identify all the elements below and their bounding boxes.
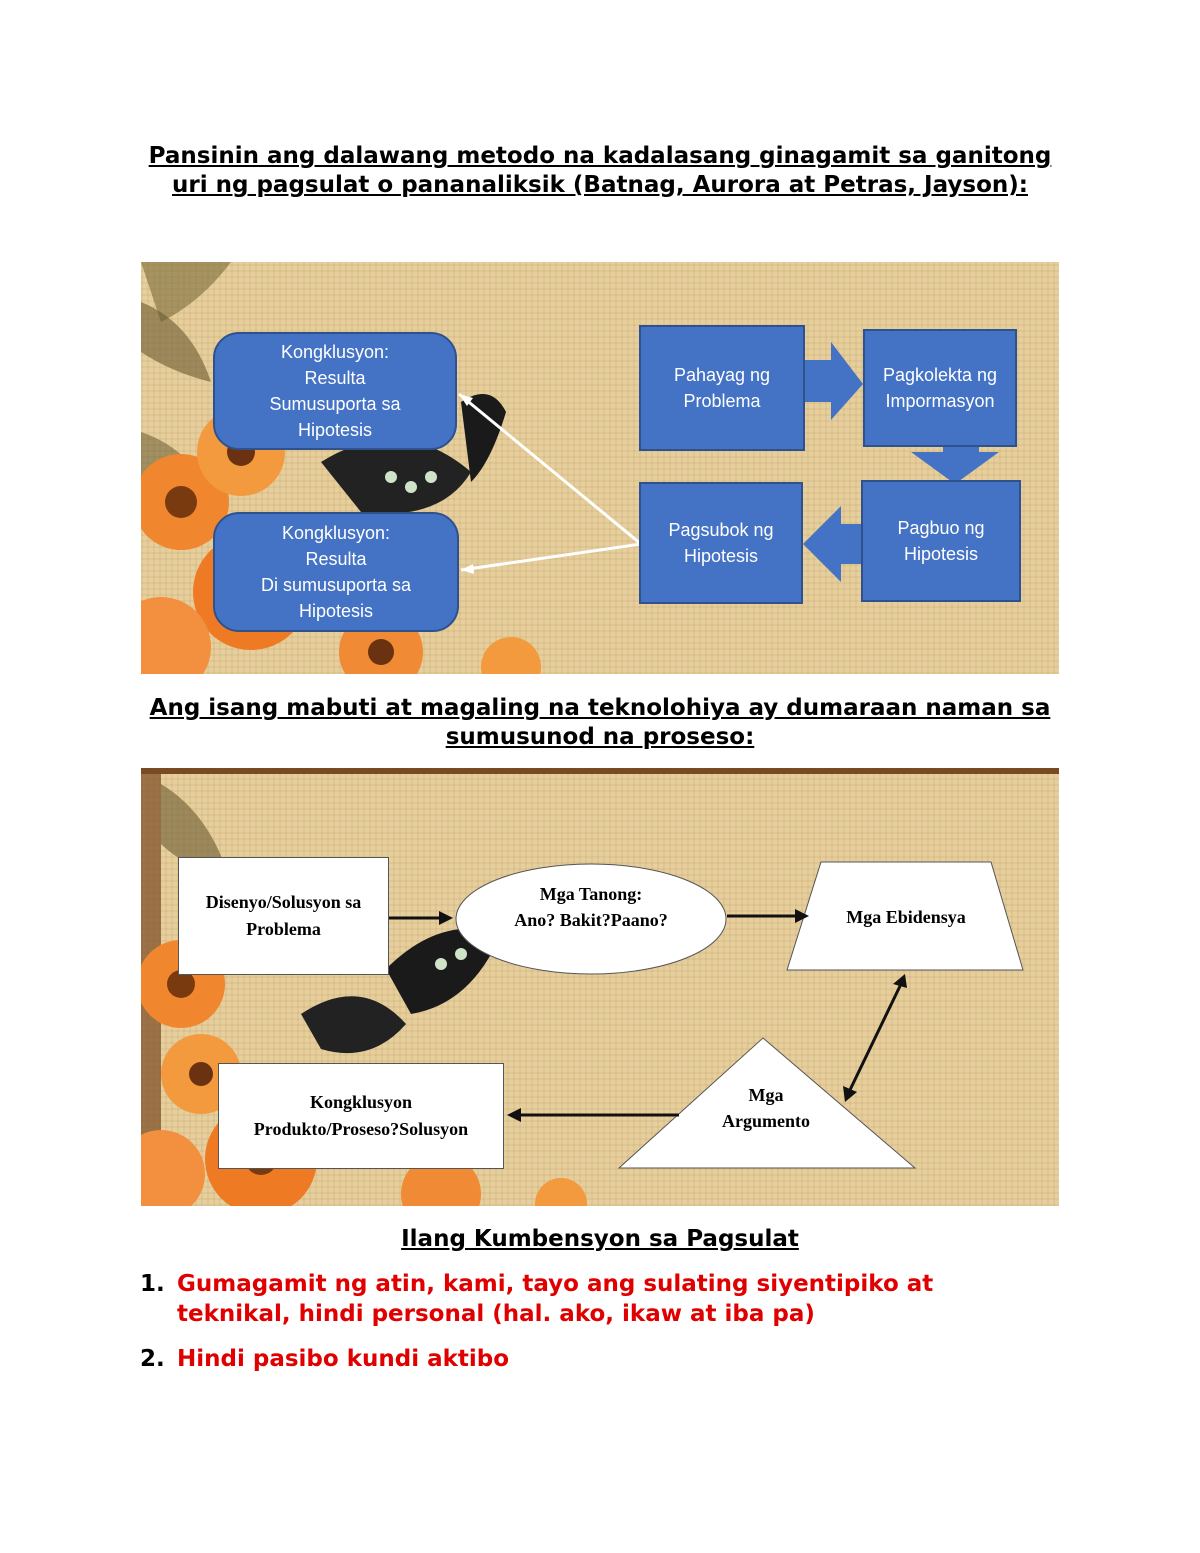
list-item-number: 2. [140, 1346, 165, 1372]
design-solution-box [178, 857, 389, 975]
conclusion-supports-text: Kongklusyon: Resulta Sumusuporta sa Hipotesis [269, 342, 401, 440]
form-hypothesis-text: Pagbuo ng Hipotesis [897, 518, 985, 564]
collect-info-box [863, 329, 1017, 447]
conclusion-not-supports-box [213, 512, 459, 632]
scientific-method-diagram [141, 262, 1059, 674]
design-solution-text: Disenyo/Solusyon sa Problema [205, 892, 362, 939]
conclusion-not-supports-text: Kongklusyon: Resulta Di sumusuporta sa Hipotesis [260, 523, 412, 621]
questions-label: Mga Tanong: Ano? Bakit?Paano? [514, 884, 668, 930]
list-item-number: 1. [140, 1271, 165, 1297]
conclusion-product-box [218, 1063, 504, 1169]
technology-process-diagram [141, 768, 1059, 1206]
list-item-text: Hindi pasibo kundi aktibo [177, 1346, 510, 1372]
conclusion-supports-box [213, 332, 457, 450]
list-item-text: Gumagamit ng atin, kami, tayo ang sulating siyentipiko at teknikal, hindi personal (hal. ako, ikaw at iba pa) [177, 1271, 934, 1327]
test-hypothesis-box [639, 482, 803, 604]
list-item [140, 1269, 1020, 1329]
heading-conventions: Ilang Kumbensyon sa Pagsulat [401, 1226, 799, 1252]
heading-methods: Pansinin ang dalawang metodo na kadalasang ginagamit sa ganitong uri ng pagsulat o pananaliksik (Batnag, Aurora at Petras, Jayson): [148, 143, 1052, 198]
test-hypothesis-text: Pagsubok ng Hipotesis [668, 520, 774, 566]
collect-info-text: Pagkolekta ng Impormasyon [882, 365, 998, 411]
list-item [140, 1344, 1020, 1374]
conclusion-product-text: Kongklusyon Produkto/Proseso?Solusyon [253, 1092, 469, 1139]
form-hypothesis-box [861, 480, 1021, 602]
problem-statement-text: Pahayag ng Problema [673, 365, 771, 411]
evidence-label: Mga Ebidensya [846, 907, 966, 927]
arguments-label: Mga Argumento [722, 1085, 810, 1131]
problem-statement-box [639, 325, 805, 451]
heading-technology-process: Ang isang mabuti at magaling na teknolohiya ay dumaraan naman sa sumusunod na proseso: [149, 695, 1051, 750]
